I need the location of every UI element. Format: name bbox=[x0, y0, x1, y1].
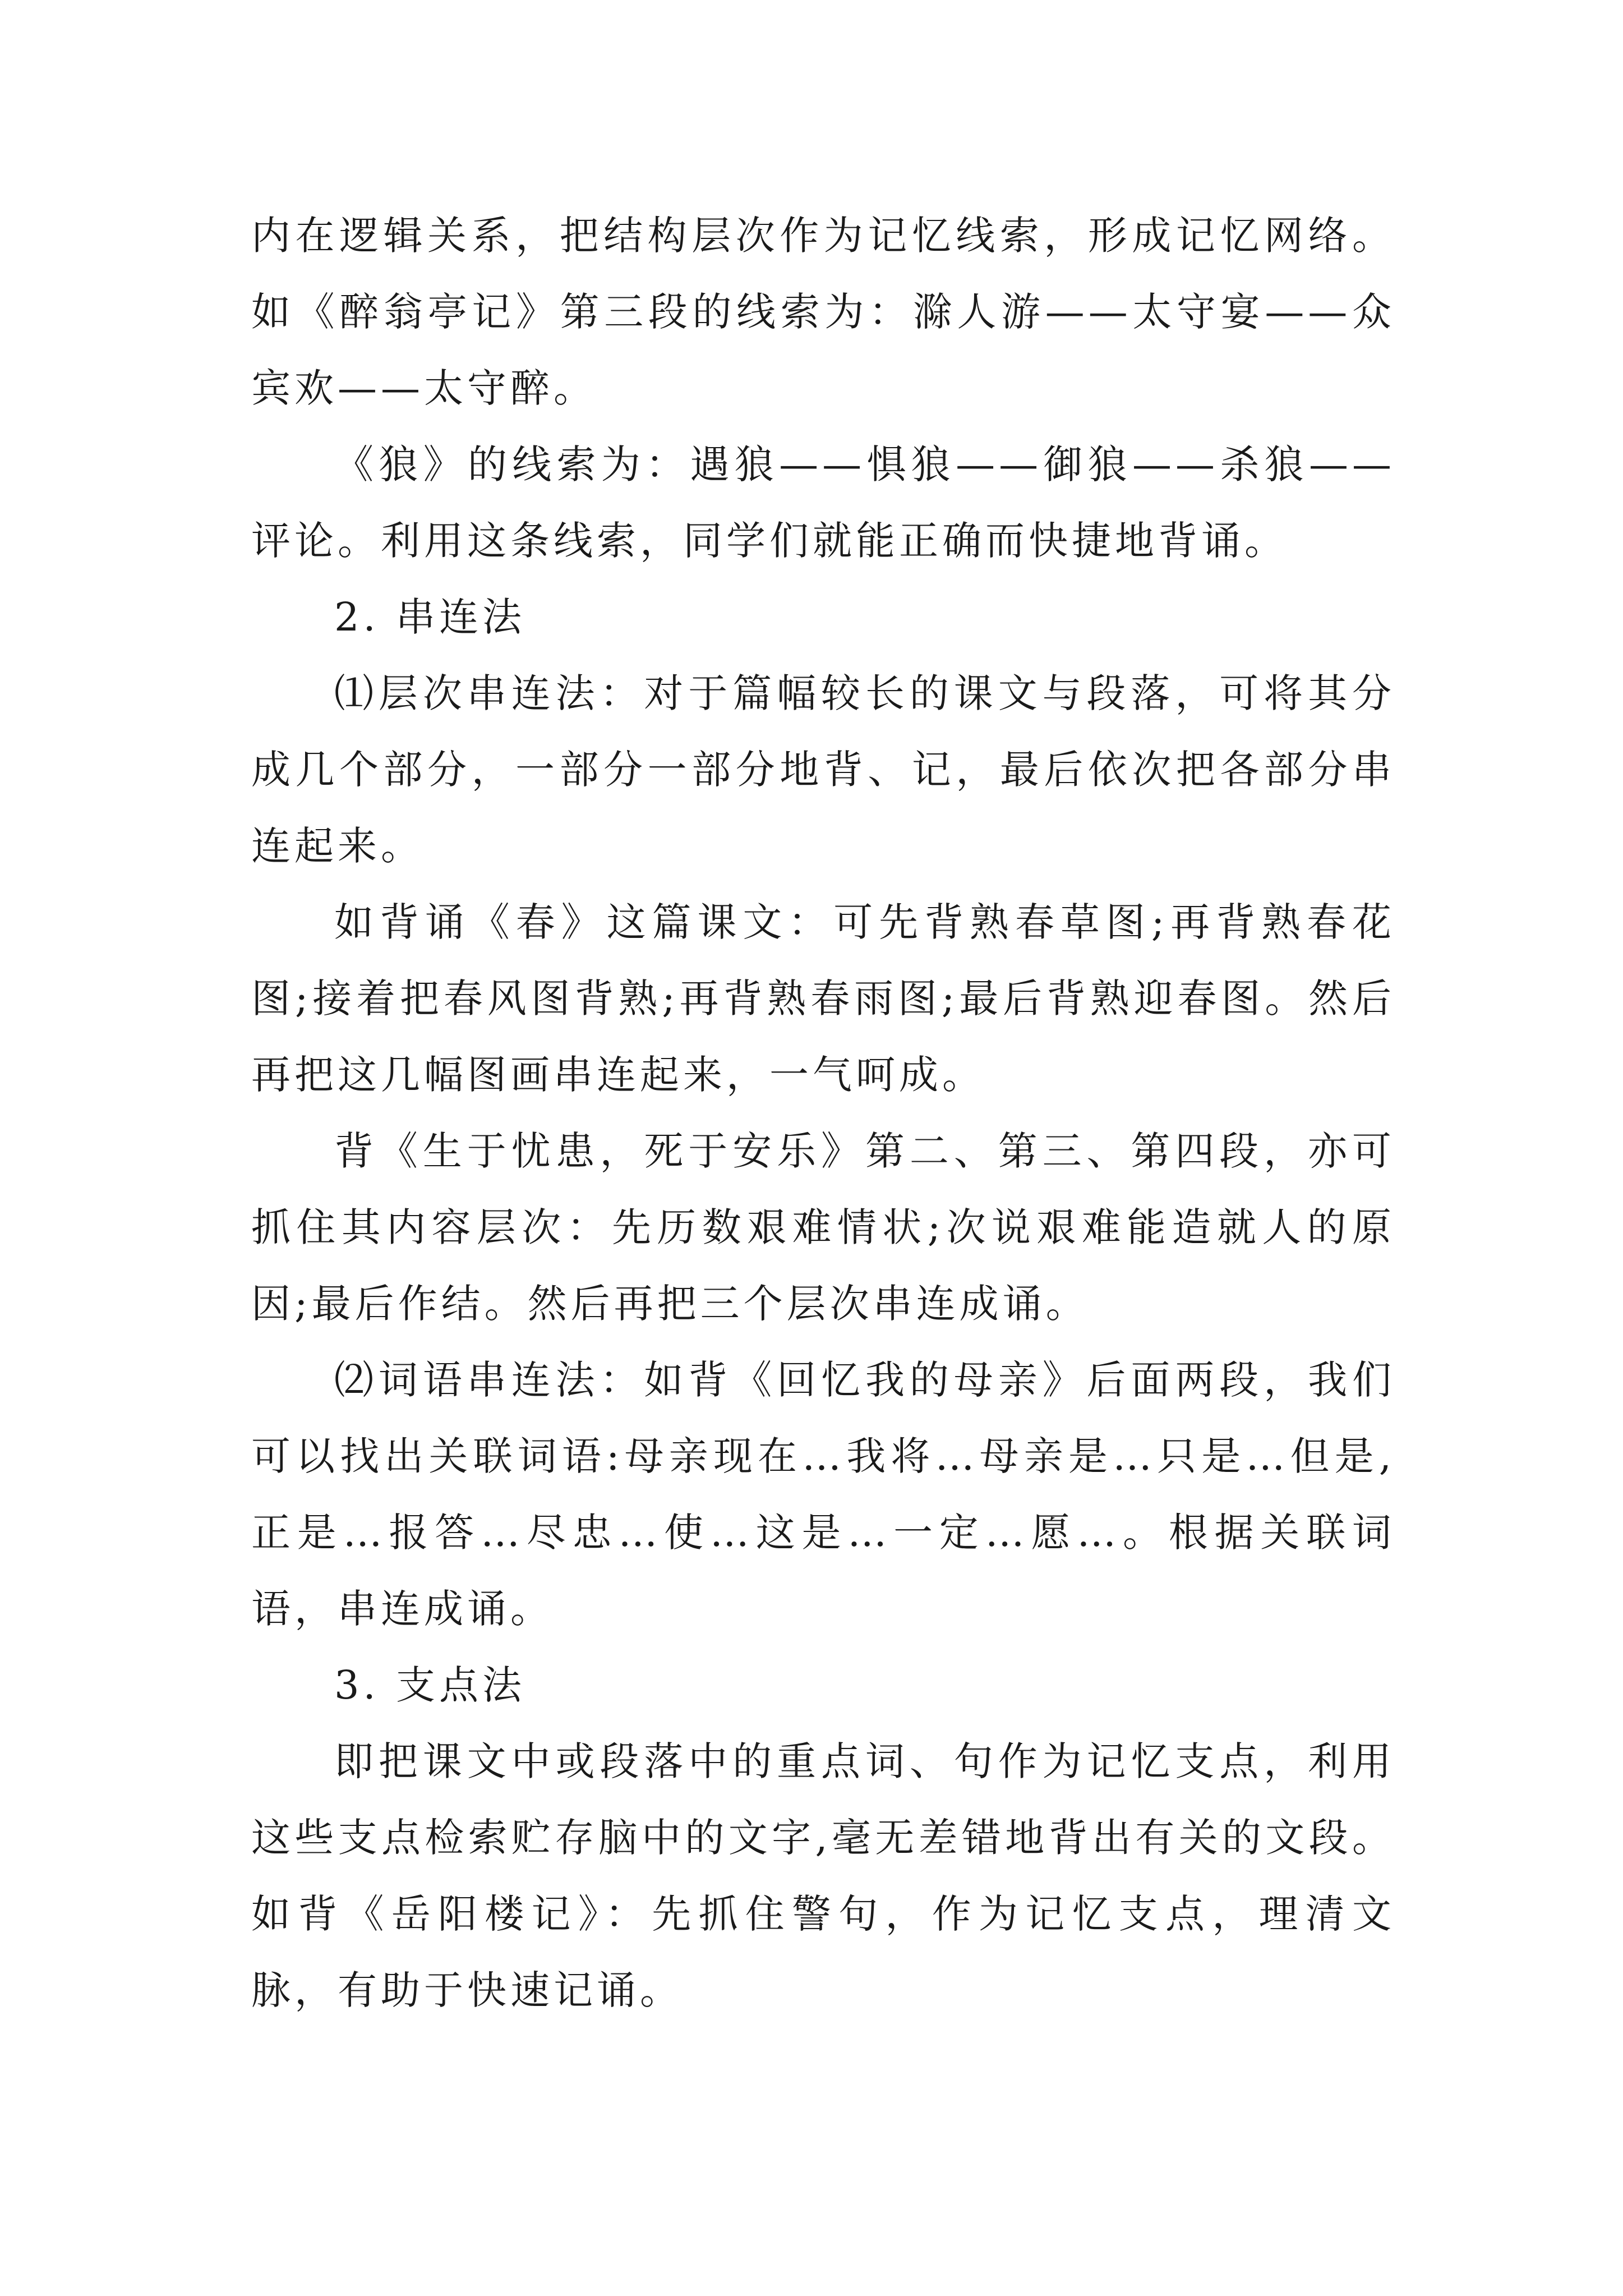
paragraph-pivot-method: 即把课文中或段落中的重点词、句作为记忆支点，利用这些支点检索贮存脑中的文字,毫无差错地背出有关的文段。如背《岳阳楼记》：先抓住警句，作为记忆支点，理清文脉，有助于快速记诵。 bbox=[251, 1738, 1395, 2013]
paragraph-level-chain: ⑴层次串连法：对于篇幅较长的课文与段落，可将其分成几个部分，一部分一部分地背、记，最后依次把各部分串连起来。 bbox=[251, 670, 1395, 869]
paragraph-word-chain: ⑵词语串连法：如背《回忆我的母亲》后面两段，我们可以找出关联词语:母亲现在…我将…母亲是…只是…但是,正是…报答…尽忠…使…这是…一定…愿…。根据关联词语，串连成诵。 bbox=[251, 1357, 1395, 1632]
paragraph-wolf-clue: 《狼》的线索为：遇狼——惧狼——御狼——杀狼——评论。利用这条线索，同学们就能正确而快捷地背诵。 bbox=[251, 441, 1395, 564]
document-body bbox=[251, 197, 1395, 2028]
paragraph-spring-example: 如背诵《春》这篇课文：可先背熟春草图;再背熟春花图;接着把春风图背熟;再背熟春雨图;最后背熟迎春图。然后再把这几幅图画串连起来，一气呵成。 bbox=[251, 899, 1395, 1098]
paragraph-adversity-example: 背《生于忧患，死于安乐》第二、第三、第四段，亦可抓住其内容层次：先历数艰难情状;次说艰难能造就人的原因;最后作结。然后再把三个层次串连成诵。 bbox=[251, 1128, 1395, 1327]
paragraph-memory-network: 内在逻辑关系，把结构层次作为记忆线索，形成记忆网络。如《醉翁亭记》第三段的线索为：滁人游——太守宴——众宾欢——太守醉。 bbox=[251, 213, 1395, 411]
heading-chain-method: 2. 串连法 bbox=[334, 594, 526, 640]
heading-pivot-method: 3. 支点法 bbox=[334, 1662, 526, 1708]
